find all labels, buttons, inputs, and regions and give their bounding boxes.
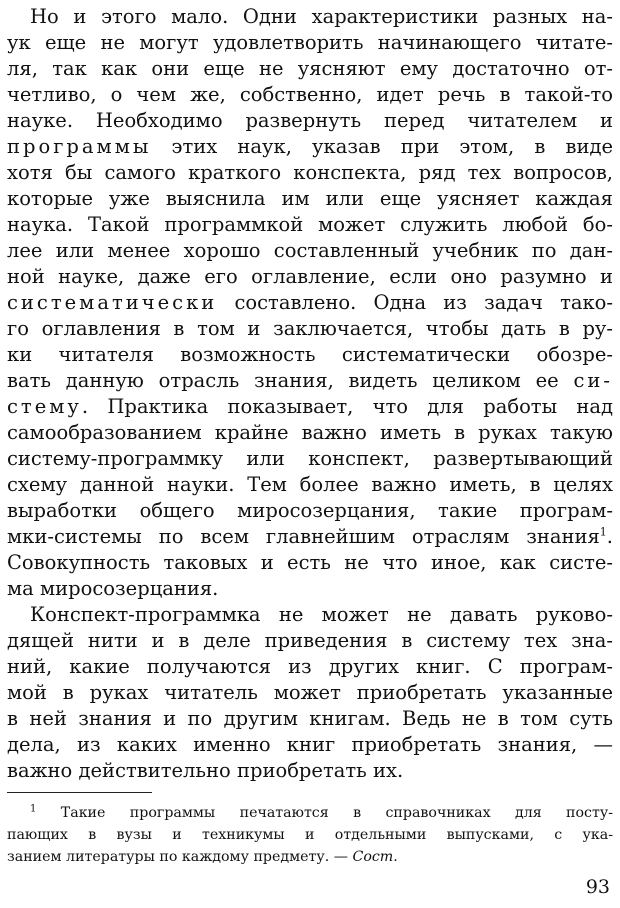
- text-line: самообразованием крайне важно иметь в руках такую: [7, 421, 613, 444]
- text-line: дящей нити и в деле приведения в систему тех зна-: [7, 629, 613, 652]
- footnote-line: пающих в вузы и техникумы и отдельными выпусками, с ука-: [7, 827, 613, 843]
- text-fragment: вать данную отрасль знания, видеть целиком ее: [7, 369, 574, 392]
- footnote-text: Такие программы печатаются в справочниках для посту-: [36, 805, 613, 821]
- text-line: систему-программку или конспект, развертывающий: [7, 447, 613, 470]
- text-line: го оглавления в том и заключается, чтобы дать в ру-: [7, 317, 613, 340]
- footnote-divider: [7, 792, 152, 793]
- text-line: науке. Необходимо развернуть перед читателем и: [7, 109, 613, 132]
- text-line: ки читателя возможность систематически обозре-: [7, 343, 613, 366]
- text-line: Но и этого мало. Одни характеристики разных на-: [30, 5, 613, 28]
- footnote-text: занием литературы по каждому предмету. —: [7, 849, 353, 865]
- text-fragment: составлено. Одна из задач тако-: [217, 291, 613, 314]
- text-line: Конспект-программка не может не давать руково-: [30, 603, 613, 626]
- text-line: схему данной науки. Тем более важно иметь, в целях: [7, 473, 613, 496]
- footnote-marker: 1: [30, 803, 37, 815]
- text-line: которые уже выяснила им или еще уясняет каждая: [7, 187, 613, 210]
- footnote-line: [7, 846, 613, 868]
- text-line: хотя бы самого краткого конспекта, ряд тех вопросов,: [7, 161, 613, 184]
- text-line: [7, 290, 613, 316]
- footnote-line: [30, 802, 613, 824]
- text-line: ма миросозерцания.: [7, 577, 219, 600]
- text-line: ля, так как они еще не уясняют ему достаточно от-: [7, 57, 613, 80]
- text-line: четливо, о чем же, собственно, идет речь в такой-то: [7, 83, 613, 106]
- text-line: ний, какие получаются из других книг. С програм-: [7, 655, 613, 678]
- text-line: Совокупность таковых и есть не что иное, как систе-: [7, 551, 613, 574]
- page-number: 93: [585, 876, 610, 898]
- text-line: ук еще не могут удовлетворить начинающего читате-: [7, 31, 613, 54]
- text-line: ной науке, даже его оглавление, если оно разумно и: [7, 265, 613, 288]
- text-line: мой в руках читатель может приобретать указанные: [7, 681, 613, 704]
- text-line: наука. Такой программкой может служить любой бо-: [7, 213, 613, 236]
- text-line: выработки общего миросозерцания, такие програм-: [7, 499, 613, 522]
- text-line: [7, 394, 613, 420]
- text-line: дела, из каких именно книг приобретать знания, —: [7, 733, 613, 756]
- text-line: [7, 368, 613, 394]
- text-fragment: .: [606, 525, 613, 548]
- text-line: важно действительно приобретать их.: [7, 759, 404, 782]
- text-fragment: . Практика показывает, что для работы над: [81, 395, 613, 418]
- emphasized-word: систематически: [7, 291, 218, 314]
- text-line: лее или менее хорошо составленный учебник по дан-: [7, 239, 613, 262]
- emphasized-word: программы: [7, 135, 152, 158]
- text-fragment: мки-системы по всем главнейшим отраслям знания: [7, 525, 600, 548]
- footnote-reference: 1: [599, 525, 607, 539]
- text-fragment: этих наук, указав при этом, в виде: [151, 135, 613, 158]
- footnote-attribution: Сост.: [352, 849, 398, 865]
- text-line: [7, 134, 613, 160]
- emphasized-word: си-: [573, 369, 613, 392]
- text-line: [7, 524, 613, 550]
- text-line: в ней знания и по другим книгам. Ведь не в том суть: [7, 707, 613, 730]
- emphasized-word: стему: [7, 395, 82, 418]
